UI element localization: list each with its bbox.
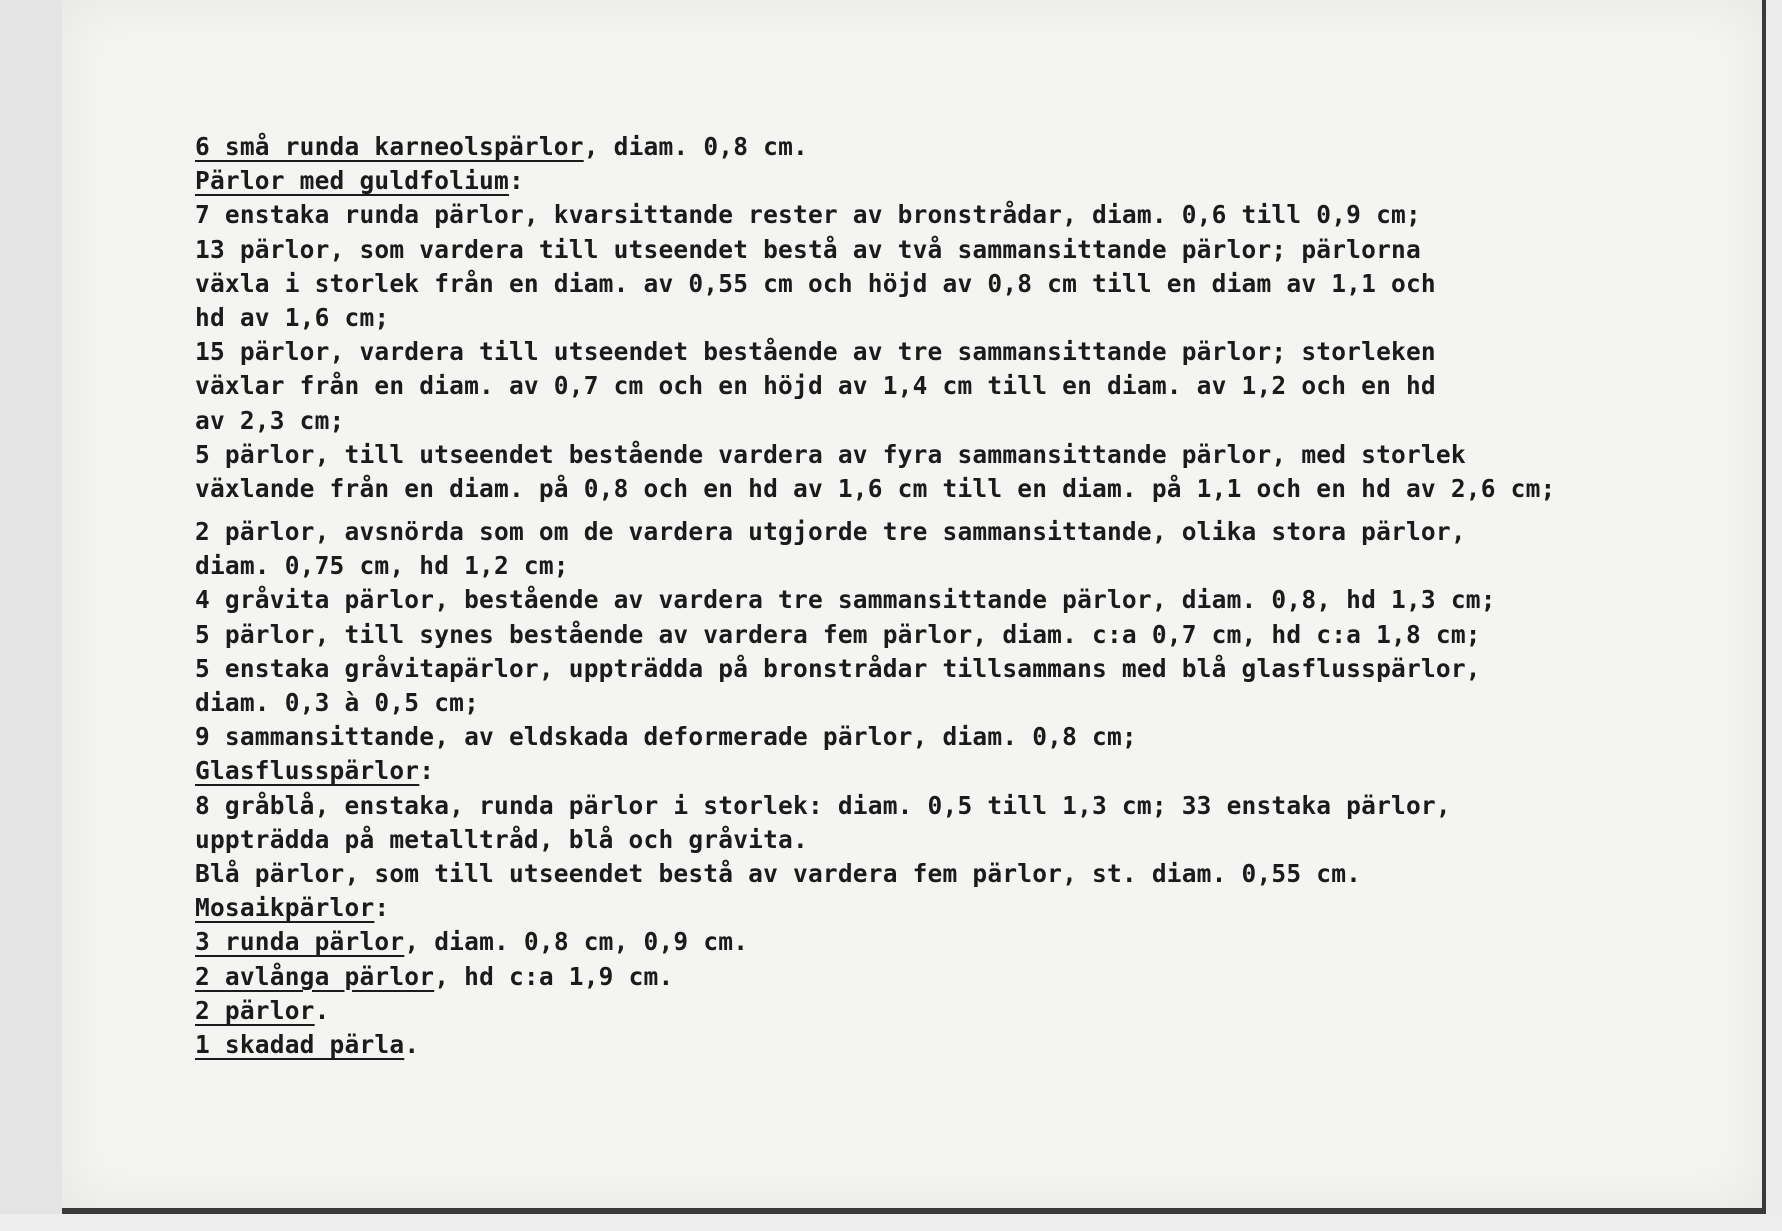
text-line: växlande från en diam. på 0,8 och en hd av 1,6 cm till en diam. på 1,1 och en hd av 2,6 cm; <box>195 473 1556 503</box>
underlined-heading: 6 små runda karneolspärlor <box>195 132 584 161</box>
underlined-heading: Mosaikpärlor <box>195 893 375 923</box>
text-line: 5 pärlor, till utseendet bestående vardera av fyra sammansittande pärlor, med storlek <box>195 439 1466 469</box>
text-line: uppträdda på metalltråd, blå och gråvita. <box>195 824 808 854</box>
text-line: 15 pärlor, vardera till utseendet bestående av tre sammansittande pärlor; storleken <box>195 337 1436 367</box>
section-heading: Glasflusspärlor: <box>195 756 435 786</box>
text-line: 4 gråvita pärlor, bestående av vardera tre sammansittande pärlor, diam. 0,8, hd 1,3 cm; <box>195 585 1496 615</box>
text-line: diam. 0,3 à 0,5 cm; <box>195 688 480 717</box>
section-heading: Pärlor med guldfolium: <box>195 166 524 196</box>
underlined-heading: 2 avlånga pärlor <box>195 961 435 991</box>
text-line: 5 pärlor, till synes bestående av vardera fem pärlor, diam. c:a 0,7 cm, hd c:a 1,8 cm; <box>195 619 1481 649</box>
underlined-heading: 2 pärlor <box>195 995 315 1025</box>
text-line: 1 skadad pärla. <box>195 1029 420 1059</box>
underlined-heading: Pärlor med guldfolium <box>195 166 509 196</box>
section-heading: Mosaikpärlor: <box>195 893 390 923</box>
text-line: hd av 1,6 cm; <box>195 302 390 332</box>
underlined-heading: Glasflusspärlor <box>195 756 420 786</box>
text-line: 8 gråblå, enstaka, runda pärlor i storlek: diam. 0,5 till 1,3 cm; 33 enstaka pärlor, <box>195 790 1451 820</box>
text-line: av 2,3 cm; <box>195 405 345 435</box>
text-line: växla i storlek från en diam. av 0,55 cm och höjd av 0,8 cm till en diam av 1,1 och <box>195 268 1436 298</box>
text-line: diam. 0,75 cm, hd 1,2 cm; <box>195 551 569 581</box>
text-line: 2 pärlor. <box>195 995 330 1025</box>
text-line: 2 pärlor, avsnörda som om de vardera utgjorde tre sammansittande, olika stora pärlor, <box>195 517 1466 547</box>
typewritten-text <box>195 130 1765 1062</box>
text-line: 3 runda pärlor, diam. 0,8 cm, 0,9 cm. <box>195 927 749 957</box>
text-line: växlar från en diam. av 0,7 cm och en höjd av 1,4 cm till en diam. av 1,2 och en hd <box>195 371 1436 401</box>
text-line: 9 sammansittande, av eldskada deformerade pärlor, diam. 0,8 cm; <box>195 722 1137 752</box>
text-line: 13 pärlor, som vardera till utseendet bestå av två sammansittande pärlor; pärlorna <box>195 234 1421 264</box>
underlined-heading: 3 runda pärlor <box>195 927 405 957</box>
scan-left-margin <box>0 0 64 1231</box>
text-line: 7 enstaka runda pärlor, kvarsittande rester av bronstrådar, diam. 0,6 till 0,9 cm; <box>195 200 1421 230</box>
line-gap <box>195 506 1765 515</box>
text-line: 5 enstaka gråvitapärlor, uppträdda på bronstrådar tillsammans med blå glasflusspärlor, <box>195 653 1481 683</box>
text-line: 6 små runda karneolspärlor, diam. 0,8 cm. <box>195 132 808 161</box>
scan-bottom-margin <box>0 1214 1782 1231</box>
underlined-heading: 1 skadad pärla <box>195 1029 405 1059</box>
text-line: Blå pärlor, som till utseendet bestå av vardera fem pärlor, st. diam. 0,55 cm. <box>195 858 1362 888</box>
text-line: 2 avlånga pärlor, hd c:a 1,9 cm. <box>195 961 674 991</box>
